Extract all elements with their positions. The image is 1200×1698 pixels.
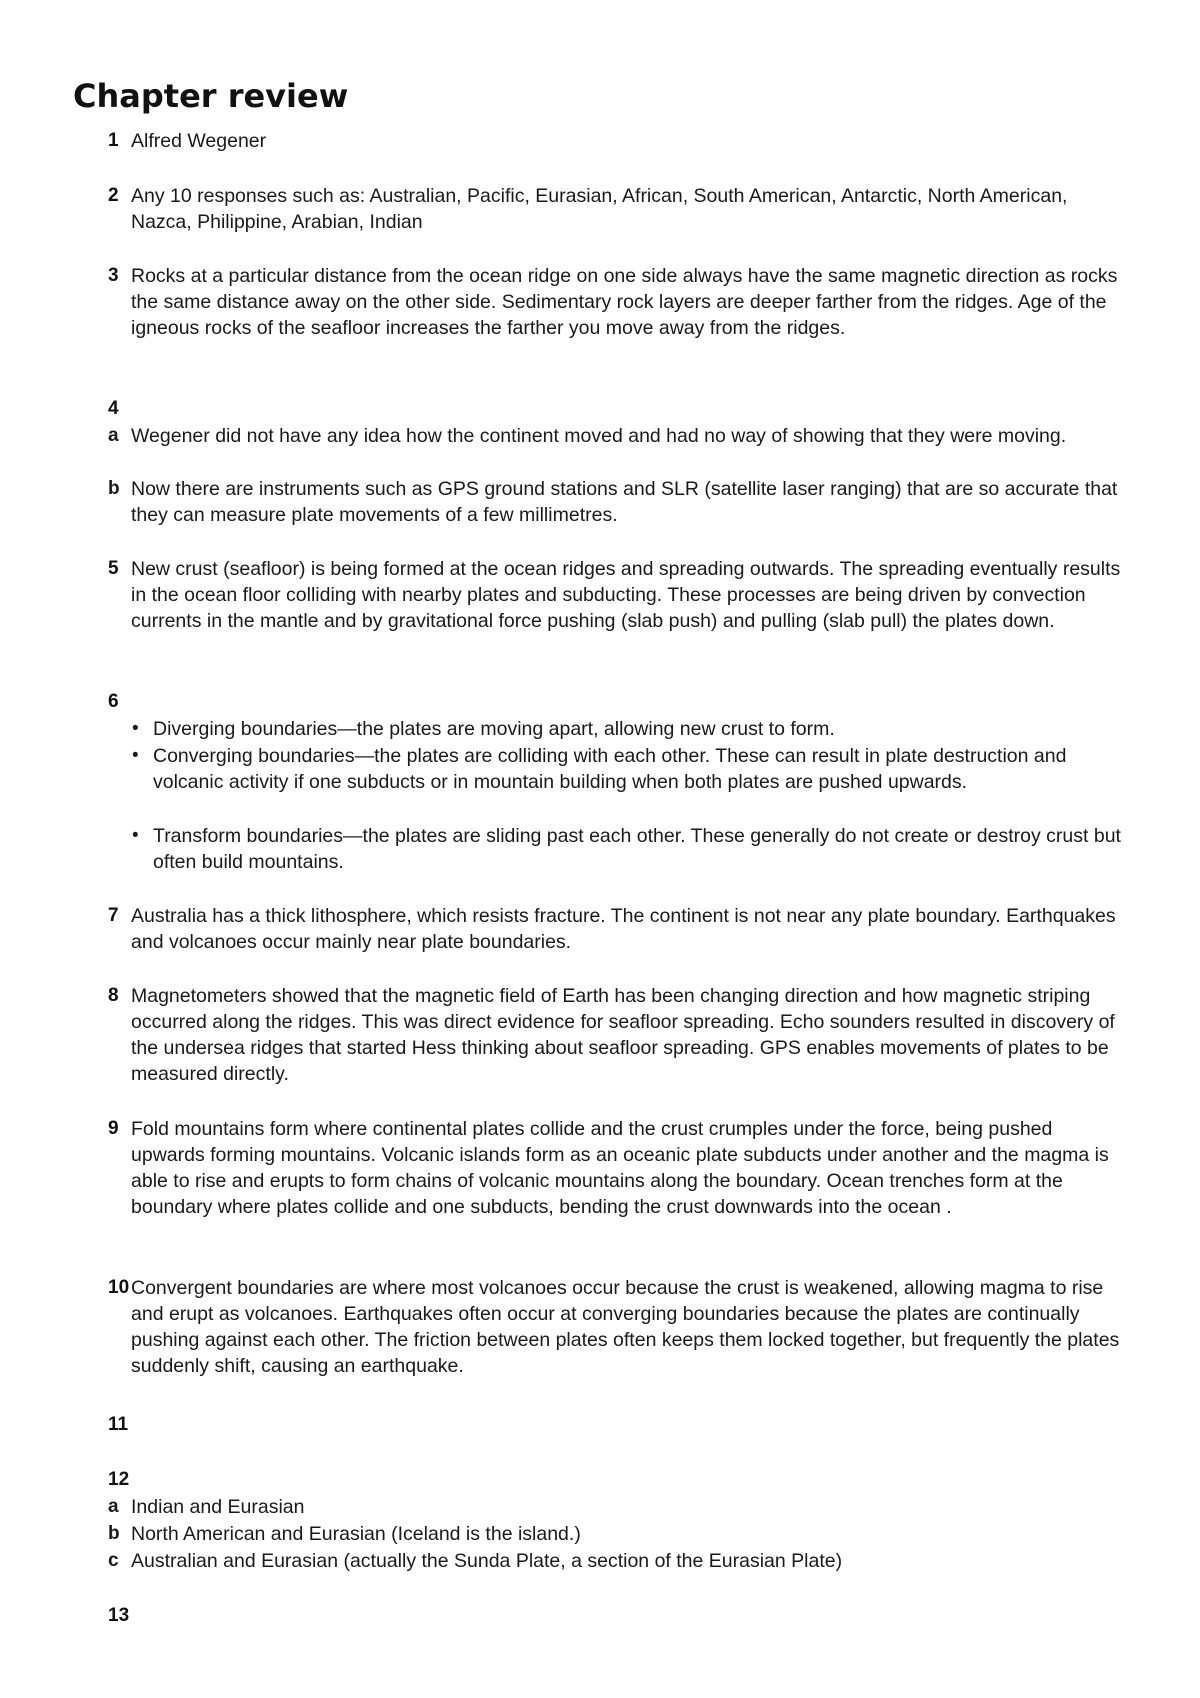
question-number: 5 bbox=[108, 558, 119, 579]
answer-text: Any 10 responses such as: Australian, Pacific, Eurasian, African, South American, Antarctic, North American, Nazca, Philippine, Arabian, Indian bbox=[131, 185, 1068, 233]
answer-text: Rocks at a particular distance from the ocean ridge on one side always have the same magnetic direction as rocks the same distance away on the other side. Sedimentary rock layers are deeper farther from the ridges. Age of the igneous rocks of the seafloor increases the farther you move away from the ridges. bbox=[131, 265, 1118, 339]
question-number: 2 bbox=[108, 185, 119, 206]
question-number: 1 bbox=[108, 130, 119, 151]
question-number: 4 bbox=[108, 398, 119, 419]
answer-text: New crust (seafloor) is being formed at the ocean ridges and spreading outwards. The spreading eventually results in the ocean floor colliding with nearby plates and subducting. These processes are being driven by convection currents in the mantle and by gravitational force pushing (slab push) and pulling (slab pull) the plates down. bbox=[131, 558, 1121, 632]
answer-text: Alfred Wegener bbox=[131, 130, 267, 152]
bullet-text: Transform boundaries—the plates are sliding past each other. These generally do not create or destroy crust but often build mountains. bbox=[153, 825, 1121, 873]
answer-text: Convergent boundaries are where most volcanoes occur because the crust is weakened, allowing magma to rise and erupt as volcanoes. Earthquakes often occur at converging boundaries because the plates are continually pushing against each other. The friction between plates often keeps them locked together, but frequently the plates suddenly shift, causing an earthquake. bbox=[131, 1277, 1120, 1377]
part-letter: b bbox=[108, 1523, 120, 1544]
answer-text: Now there are instruments such as GPS ground stations and SLR (satellite laser ranging) that are so accurate that they can measure plate movements of a few millimetres. bbox=[131, 478, 1118, 526]
bullet-text: Converging boundaries—the plates are colliding with each other. These can result in plate destruction and volcanic activity if one subducts or in mountain building when both plates are pushed upwards. bbox=[153, 745, 1067, 793]
part-letter: a bbox=[108, 1496, 119, 1517]
bullet-text: Diverging boundaries—the plates are moving apart, allowing new crust to form. bbox=[153, 718, 835, 740]
answer-text: Australian and Eurasian (actually the Sunda Plate, a section of the Eurasian Plate) bbox=[131, 1550, 843, 1572]
answer-text: North American and Eurasian (Iceland is the island.) bbox=[131, 1523, 581, 1545]
question-number: 10 bbox=[108, 1277, 130, 1298]
question-number: 13 bbox=[108, 1605, 130, 1626]
question-number: 9 bbox=[108, 1118, 119, 1139]
bullet-marker: • bbox=[132, 745, 139, 766]
question-number: 6 bbox=[108, 691, 119, 712]
answer-text: Australia has a thick lithosphere, which resists fracture. The continent is not near any plate boundary. Earthquakes and volcanoes occur mainly near plate boundaries. bbox=[131, 905, 1116, 953]
part-letter: a bbox=[108, 425, 119, 446]
question-number: 3 bbox=[108, 265, 119, 286]
answer-text: Indian and Eurasian bbox=[131, 1496, 305, 1518]
question-number: 8 bbox=[108, 985, 119, 1006]
question-number: 12 bbox=[108, 1469, 130, 1490]
answer-text: Wegener did not have any idea how the continent moved and had no way of showing that they were moving. bbox=[131, 425, 1067, 447]
question-number: 11 bbox=[108, 1414, 129, 1435]
page-title: Chapter review bbox=[73, 77, 349, 115]
part-letter: b bbox=[108, 478, 120, 499]
answer-text: Magnetometers showed that the magnetic field of Earth has been changing direction and how magnetic striping occurred along the ridges. This was direct evidence for seafloor spreading. Echo sounders resulted in discovery of the undersea ridges that started Hess thinking about seafloor spreading. GPS enables movements of plates to be measured directly. bbox=[131, 985, 1115, 1085]
answer-text: Fold mountains form where continental plates collide and the crust crumples under the force, being pushed upwards forming mountains. Volcanic islands form as an oceanic plate subducts under another and the magma is able to rise and erupts to form chains of volcanic mountains along the boundary. Ocean trenches form at the boundary where plates collide and one subducts, bending the crust downwards into the ocean . bbox=[131, 1118, 1109, 1218]
bullet-marker: • bbox=[132, 718, 139, 739]
part-letter: c bbox=[108, 1550, 119, 1571]
bullet-marker: • bbox=[132, 825, 139, 846]
question-number: 7 bbox=[108, 905, 119, 926]
